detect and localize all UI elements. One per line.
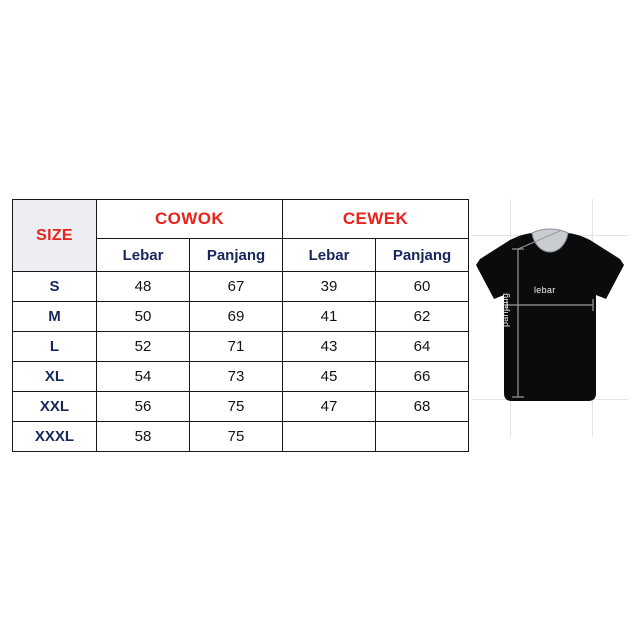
table-row	[13, 422, 469, 452]
cell-cowok-panjang: 75	[190, 392, 283, 422]
tshirt-photo-panel	[472, 199, 628, 437]
row-size-label: L	[13, 332, 97, 362]
cell-cowok-lebar: 48	[97, 272, 190, 302]
cell-cewek-lebar: 41	[283, 302, 376, 332]
size-chart-container	[12, 199, 468, 452]
table-row	[13, 272, 469, 302]
row-size-label: XXXL	[13, 422, 97, 452]
cell-cowok-panjang: 67	[190, 272, 283, 302]
cell-cowok-panjang: 71	[190, 332, 283, 362]
header-cowok-panjang: Panjang	[190, 239, 283, 272]
label-panjang: panjang	[500, 292, 510, 327]
cell-cewek-lebar: 43	[283, 332, 376, 362]
header-group-cowok: COWOK	[97, 200, 283, 239]
row-size-label: XL	[13, 362, 97, 392]
table-row	[13, 302, 469, 332]
cell-cewek-panjang: 62	[376, 302, 469, 332]
header-cewek-panjang: Panjang	[376, 239, 469, 272]
cell-cewek-panjang: 68	[376, 392, 469, 422]
row-size-label: S	[13, 272, 97, 302]
table-row	[13, 392, 469, 422]
header-size: SIZE	[13, 200, 97, 272]
label-lebar: lebar	[534, 285, 556, 295]
table-row	[13, 362, 469, 392]
cell-cowok-panjang: 73	[190, 362, 283, 392]
cell-cowok-panjang: 75	[190, 422, 283, 452]
cell-cowok-lebar: 58	[97, 422, 190, 452]
cell-cewek-lebar	[283, 422, 376, 452]
cell-cewek-panjang: 66	[376, 362, 469, 392]
cell-cowok-lebar: 56	[97, 392, 190, 422]
cell-cewek-lebar: 39	[283, 272, 376, 302]
cell-cowok-lebar: 54	[97, 362, 190, 392]
row-size-label: M	[13, 302, 97, 332]
cell-cewek-panjang	[376, 422, 469, 452]
cell-cewek-lebar: 47	[283, 392, 376, 422]
tshirt-illustration	[474, 225, 626, 410]
cell-cewek-panjang: 60	[376, 272, 469, 302]
table-header-group-row	[13, 200, 469, 239]
header-cowok-lebar: Lebar	[97, 239, 190, 272]
header-cewek-lebar: Lebar	[283, 239, 376, 272]
cell-cowok-lebar: 52	[97, 332, 190, 362]
size-chart-table	[12, 199, 469, 452]
header-group-cewek: CEWEK	[283, 200, 469, 239]
cell-cowok-lebar: 50	[97, 302, 190, 332]
table-row	[13, 332, 469, 362]
cell-cewek-lebar: 45	[283, 362, 376, 392]
cell-cowok-panjang: 69	[190, 302, 283, 332]
cell-cewek-panjang: 64	[376, 332, 469, 362]
row-size-label: XXL	[13, 392, 97, 422]
